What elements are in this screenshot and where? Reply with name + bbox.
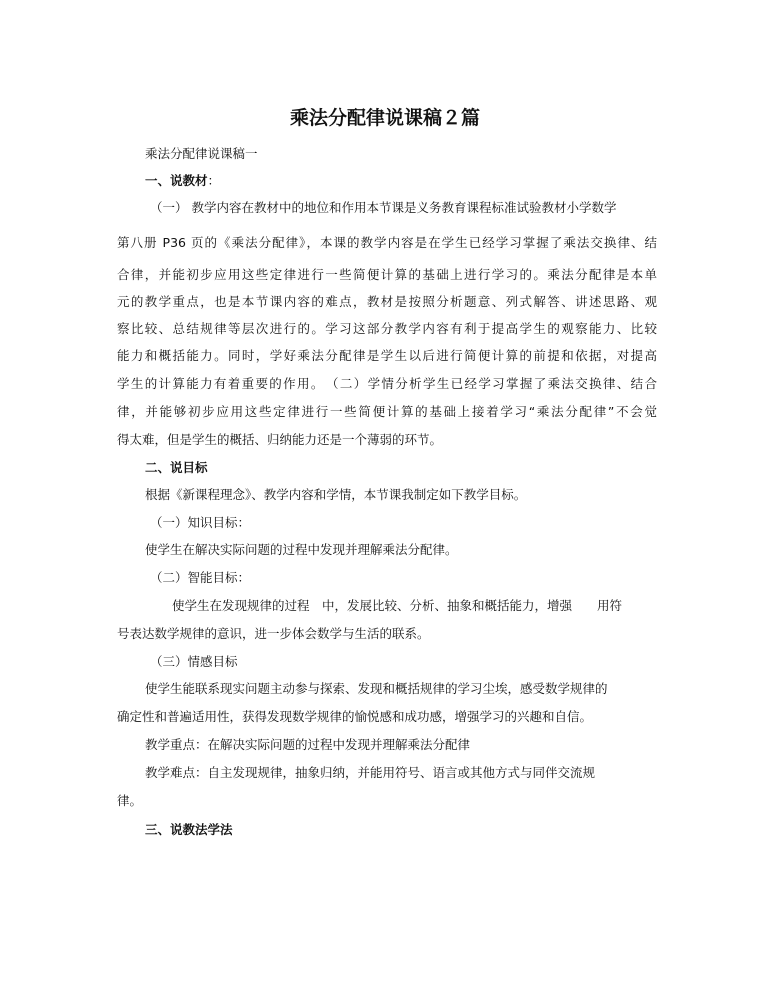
knowledge-objective-text: 使学生在解决实际问题的过程中发现并理解乘法分配律。 [145, 542, 458, 557]
ability-objective-heading: （二）智能目标： [150, 570, 251, 585]
document-subtitle: 乘法分配律说课稿一 [145, 146, 258, 161]
paragraph-line: 号表达数学规律的意识，进一步体会数学与生活的联系。 [117, 626, 430, 641]
paragraph-line: 元的教学重点，也是本节课内容的难点，教材是按照分析题意、列式解答、讲述思路、观 [117, 294, 657, 309]
paragraph-line: （一） 教学内容在教材中的地位和作用本节课是义务教育课程标准试验教材小学数学 [150, 200, 617, 215]
document-title: 乘法分配律说课稿２篇 [289, 107, 480, 129]
paragraph-line: 察比较、总结规律等层次进行的。学习这部分教学内容有利于提高学生的观察能力、比较 [117, 321, 657, 336]
paragraph-line: 得太难，但是学生的概括、归纳能力还是一个薄弱的环节。 [117, 432, 443, 447]
paragraph-line: 确定性和普遍适用性，获得发现数学规律的愉悦感和成功感，增强学习的兴趣和自信。 [117, 709, 593, 724]
section-heading-textbook [145, 173, 685, 189]
teaching-key-point: 教学重点：在解决实际问题的过程中发现并理解乘法分配律 [145, 737, 471, 752]
section-heading-methods: 三、说教法学法 [145, 822, 233, 837]
paragraph-line: 使学生在发现规律的过程 中，发展比较、分析、抽象和概括能力，增强 用符 [172, 598, 623, 613]
objectives-intro: 根据《新课程理念》、教学内容和学情，本节课我制定如下教学目标。 [145, 487, 527, 502]
paragraph-line: 教学难点：自主发现规律，抽象归纳，并能用符号、语言或其他方式与同伴交流规 [145, 765, 596, 780]
emotion-objective-heading: （三）情感目标 [150, 654, 238, 669]
paragraph-line: 律，并能够初步应用这些定律进行一些简便计算的基础上接着学习“乘法分配律”不会觉 [117, 404, 657, 419]
section-heading-objectives: 二、说目标 [145, 460, 208, 475]
section-heading-colon: ： [207, 173, 221, 188]
paragraph-line: 能力和概括能力。同时，学好乘法分配律是学生以后进行简便计算的前提和依据，对提高 [117, 348, 657, 363]
paragraph-line: 使学生能联系现实问题主动参与探索、发现和概括规律的学习尘埃，感受数学规律的 [145, 681, 608, 696]
paragraph-line: 律。 [117, 793, 143, 808]
section-heading-text: 一、说教材 [145, 173, 208, 188]
paragraph-line: 第八册 P36 页的《乘法分配律》，本课的教学内容是在学生已经学习掌握了乘法交换律、结 [117, 235, 657, 250]
paragraph-line: 合律，并能初步应用这些定律进行一些简便计算的基础上进行学习的。乘法分配律是本单 [117, 267, 657, 282]
paragraph-line: 学生的计算能力有着重要的作用。 （二）学情分析学生已经学习掌握了乘法交换律、结合 [117, 376, 657, 391]
knowledge-objective-heading: （一）知识目标： [150, 515, 251, 530]
